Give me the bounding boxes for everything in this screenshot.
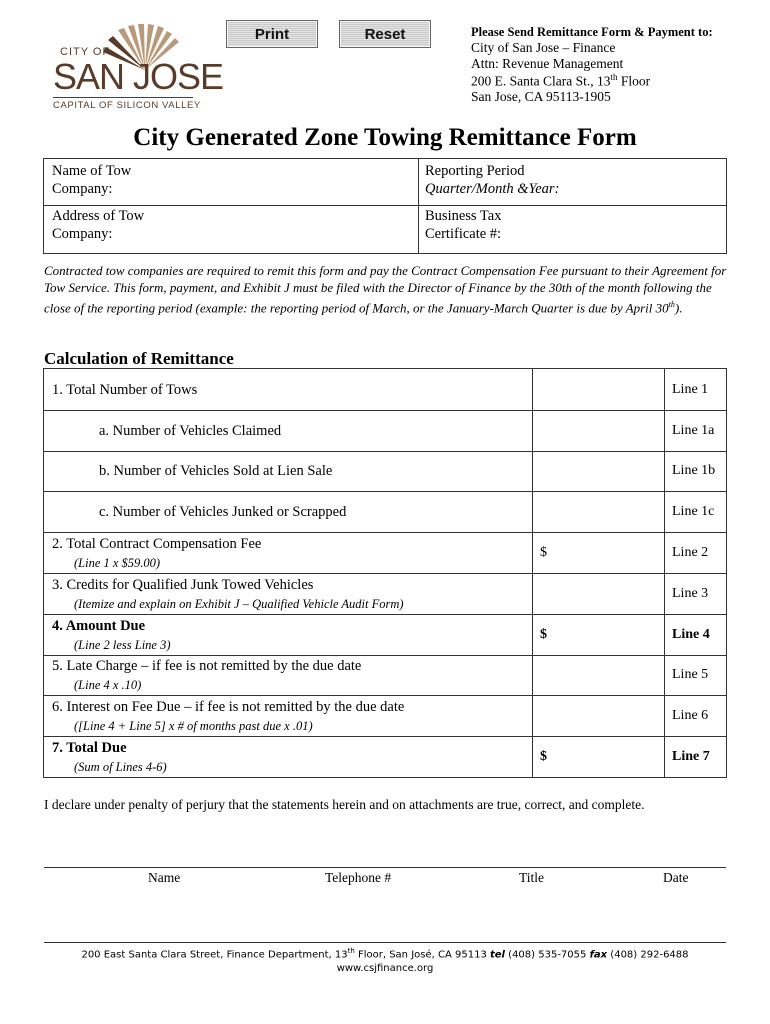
calculation-heading: Calculation of Remittance [44, 349, 234, 368]
row-total-due-label: 7. Total Due [52, 740, 127, 756]
business-tax-certificate-field[interactable]: Business Tax Certificate #: [425, 208, 502, 242]
remittance-calculation-table [43, 368, 727, 778]
line-1c-label: Line 1c [672, 504, 715, 519]
signature-line[interactable] [44, 867, 726, 868]
row-credits-note: (Itemize and explain on Exhibit J – Qualified Vehicle Audit Form) [74, 597, 404, 611]
line-7-label: Line 7 [672, 749, 710, 764]
row-amount-due-label: 4. Amount Due [52, 618, 146, 634]
signature-name-label: Name [148, 870, 181, 885]
tow-company-name-field[interactable]: Name of Tow Company: [52, 163, 132, 197]
perjury-declaration: I declare under penalty of perjury that the statements herein and on attachments are true, correct, and complete. [44, 797, 645, 812]
row-total-tows-label: 1. Total Number of Tows [52, 382, 198, 398]
row-amount-due-note: (Line 2 less Line 3) [74, 638, 171, 652]
row-compensation-fee-label: 2. Total Contract Compensation Fee [52, 536, 262, 552]
print-button[interactable]: Print [226, 20, 318, 48]
row-interest-note: ([Line 4 + Line 5] x # of months past due x .01) [74, 719, 313, 733]
line-5-label: Line 5 [672, 667, 709, 682]
signature-telephone-label: Telephone # [325, 870, 392, 885]
line-1-label: Line 1 [672, 382, 709, 397]
row-vehicles-junked-label: c. Number of Vehicles Junked or Scrapped [99, 504, 347, 520]
logo-name: SAN JOSE [53, 56, 224, 97]
line-1a-label: Line 1a [672, 423, 715, 438]
row-vehicles-claimed-label: a. Number of Vehicles Claimed [99, 423, 282, 439]
tow-company-address-field[interactable]: Address of Tow Company: [52, 208, 145, 242]
dollar-sign: $ [540, 627, 547, 642]
signature-title-label: Title [519, 870, 545, 885]
row-total-due-note: (Sum of Lines 4-6) [74, 760, 167, 774]
remit-heading: Please Send Remittance Form & Payment to: [471, 25, 713, 39]
row-credits-label: 3. Credits for Qualified Junk Towed Vehicles [52, 577, 314, 593]
line-2-label: Line 2 [672, 545, 709, 560]
company-info-table [43, 158, 727, 254]
footer-address: 200 East Santa Clara Street, Finance Department, 13th Floor, San José, CA 95113 tel (408) 535-7055 fax (408) 292-6488 [81, 947, 689, 961]
row-late-charge-note: (Line 4 x .10) [74, 678, 142, 692]
logo-divider [53, 97, 193, 98]
line-6-label: Line 6 [672, 708, 709, 723]
dollar-sign: $ [540, 545, 547, 560]
footer-website-link[interactable]: www.csjfinance.org [336, 963, 434, 974]
footer-divider [44, 942, 726, 943]
row-compensation-fee-note: (Line 1 x $59.00) [74, 556, 161, 570]
remit-line-1: City of San Jose – Finance [471, 40, 616, 55]
remit-line-4: San Jose, CA 95113-1905 [471, 89, 611, 104]
remit-line-3: 200 E. Santa Clara St., 13th Floor [471, 72, 651, 89]
logo-city-of: CITY OF [60, 46, 111, 58]
line-3-label: Line 3 [672, 586, 709, 601]
instructions-paragraph: Contracted tow companies are required to remit this form and pay the Contract Compensation Fee pursuant to their Agreement for Tow Service. This form, payment, and Exhibit J must be filed with the Director of Finance by the 30th of the month following the close of the reporting period (example: the reporting period of March, or the January-March Quarter is due by April 30th). [44, 263, 727, 316]
page-title: City Generated Zone Towing Remittance Form [133, 124, 637, 151]
remit-line-2: Attn: Revenue Management [471, 56, 624, 71]
logo-tagline: CAPITAL OF SILICON VALLEY [53, 100, 201, 111]
reporting-period-field[interactable]: Reporting Period Quarter/Month &Year: [425, 163, 560, 197]
line-1b-label: Line 1b [672, 463, 716, 478]
line-4-label: Line 4 [672, 627, 710, 642]
row-interest-label: 6. Interest on Fee Due – if fee is not remitted by the due date [52, 699, 405, 715]
signature-date-label: Date [663, 870, 689, 885]
dollar-sign: $ [540, 749, 547, 764]
reset-button[interactable]: Reset [339, 20, 431, 48]
row-vehicles-sold-label: b. Number of Vehicles Sold at Lien Sale [99, 463, 333, 479]
row-late-charge-label: 5. Late Charge – if fee is not remitted by the due date [52, 658, 362, 674]
